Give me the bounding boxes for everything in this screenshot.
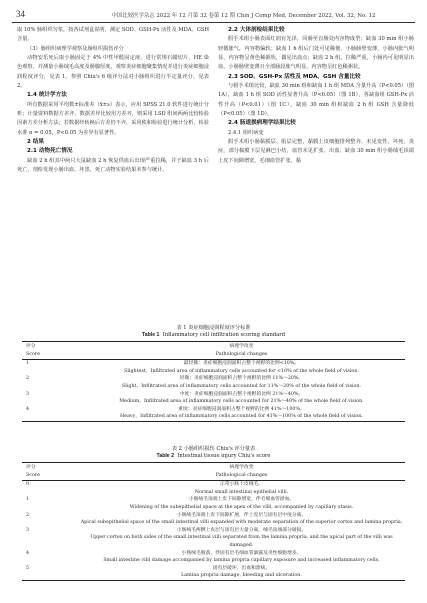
section-heading: 2.3 SOD、GSH-Px 活性及 MDA、GSH 含量比较 bbox=[228, 73, 361, 80]
changes-cn: 小肠绒毛顶端上皮下间隙扩展，伴上皮层与固有层中度分离。 bbox=[176, 512, 307, 518]
table-row bbox=[22, 512, 405, 527]
changes-cn: 小肠绒毛顶端上皮下间隙增宽，伴毛细血管淤血。 bbox=[188, 497, 295, 503]
changes-en: Apical subepithelial space of the small intestinal villi expanded with moderate separation of the superior cortex and lamina propria. bbox=[80, 520, 403, 526]
table-row bbox=[22, 550, 405, 565]
table2-header bbox=[22, 462, 405, 481]
changes-en: Upper cortex on both sides of the small intestinal villi separated from the lamina propria, and the apical part of the villi was damaged. bbox=[90, 535, 393, 548]
table2-title-en-text: Intestinal tissue injury Chiu's score bbox=[177, 453, 271, 459]
changes-en: Slightest，Infiltrated area of inflammatory cells accounted for <10% of the whole field of vision. bbox=[124, 368, 359, 374]
table-row bbox=[22, 527, 405, 550]
paragraph: 2.4.1 组织病变 bbox=[228, 129, 264, 136]
changes-cell bbox=[78, 391, 405, 406]
header-rule bbox=[12, 22, 415, 23]
table-row bbox=[22, 481, 405, 496]
journal-header: 中国比较医学杂志 2022 年 12 月第 32 卷第 12 期 Chin J Comp Med, December 2022, Vol. 32, No. 12 bbox=[111, 13, 376, 19]
section-heading: 1.4 统计学方法 bbox=[27, 92, 67, 99]
changes-cell bbox=[78, 512, 405, 527]
table1-title bbox=[0, 325, 427, 339]
table2-title bbox=[0, 446, 427, 460]
score-cell: 0 bbox=[26, 482, 30, 488]
page-number: 34 bbox=[16, 9, 25, 19]
table-row bbox=[22, 406, 405, 422]
table1-col-score: 评分 Score bbox=[26, 344, 40, 357]
score-cell: 3 bbox=[26, 527, 30, 533]
table1-title-en-text: Inflammatory cell infiltration scoring standard bbox=[162, 332, 286, 338]
score-cell: 5 bbox=[26, 565, 30, 571]
paragraph: 与假手术组比较，缺血 30 min 组和缺血 1 h 组 MDA 含量升高（P<0.05）（图 1A），缺血 1 h 组 SOD 活性显著升高（P<0.05）（图 1B），各缺血组 GSH-Px 活性升高（P<0.01）（图 1C），缺血 30 min 组和缺血 2 h 组 GSH 含量降低（P<0.05）（图 1D）。 bbox=[218, 83, 414, 118]
running-header bbox=[12, 9, 415, 21]
table2-label-en: Table 2 bbox=[156, 453, 175, 459]
changes-en: Small intestine villi damage accompanied by lamina propria capillary exposure and increased inflammatory cells. bbox=[103, 558, 380, 564]
table1-header bbox=[22, 341, 405, 360]
table-row bbox=[22, 360, 405, 375]
paragraph: 假手术组小肠表面红润有光泽，回肠至盲肠处内容物成型；缺血 30 min 组小肠轻微胀气，内容物偏软；缺血 1 h 组后门处可见稀便，小肠肠壁变薄，小肠内胀气明显，内容物呈黄色稀粥状，偶见出血点；缺血 2 h 组，拉稀严重，小肠内可见明显出血，小肠肠壁变薄且全部肠段胀气明显，内容物呈红色稀粥状。 bbox=[218, 36, 414, 71]
changes-cell bbox=[78, 565, 405, 580]
score-cell: 2 bbox=[26, 376, 30, 382]
changes-cell bbox=[78, 406, 405, 421]
table-row bbox=[22, 565, 405, 581]
table2-title-cn: 表 2 小肠组织损伤 Chiu's 评分量表 bbox=[171, 446, 256, 452]
score-cell: 4 bbox=[26, 406, 30, 412]
table2 bbox=[22, 462, 405, 581]
changes-cell bbox=[78, 375, 405, 390]
changes-cell bbox=[78, 360, 405, 375]
paragraph: 所有数据采用平均数±标准差（x̄±s）表示，应用 SPSS 21.0 软件进行统计分析；计量资料数据方差齐，数据差异比较用方差齐，则采用 LSD 组间两两比较检验因素方差分析方法；若数据经转换后方差仍不齐，采用秩和检验进行统计分析，检验水准 α = 0.05，P<0.05 为差异有显著性。 bbox=[17, 101, 209, 136]
left-column bbox=[17, 26, 209, 176]
paragraph: 假手术组小肠黏膜层、肌层完整，黏膜上皮细胞排列整齐，未见变性、坏死、炎症，部分黏膜下层见淋巴小结，血管未见扩张、出血；缺血 30 min 组小肠绒毛顶端上皮下间隙增宽，毛细血管扩张，黏 bbox=[218, 139, 414, 164]
changes-en: Heavy，Infiltrated area of inflammatory cells accounted for 41%～100% of the whole field of vision. bbox=[120, 414, 363, 420]
changes-en: Normal small intestinal epithelial villi. bbox=[194, 489, 289, 495]
changes-cn: 小肠绒毛两侧上皮层与固有层大量分离，绒毛顶端部分破损。 bbox=[176, 527, 307, 533]
changes-cn: 最轻微：炎症细胞浸润面积占整个视野的比例<10%。 bbox=[183, 361, 300, 367]
table1-title-cn: 表 1 炎症细胞浸润程度评分标准 bbox=[176, 325, 251, 331]
table1 bbox=[22, 341, 405, 422]
right-column bbox=[218, 26, 414, 166]
changes-cn: 正常小肠上皮绒毛。 bbox=[219, 482, 264, 488]
score-cell: 1 bbox=[26, 497, 30, 503]
paragraph: 缺血 2 h 组其中两只大鼠缺血 2 h 恢复供血后出现严重拉稀，并于缺血 3 h 后死亡，剖检发现小肠出血，坏黑，死亡动物实验结果未参与统计。 bbox=[17, 157, 209, 174]
changes-en: Lamina propria damage, bleeding and ulceration. bbox=[181, 573, 302, 579]
table2-col-score: 评分 Score bbox=[26, 465, 40, 478]
table-row bbox=[22, 391, 405, 406]
table1-body bbox=[22, 360, 405, 422]
table2-body bbox=[22, 481, 405, 581]
changes-cell bbox=[78, 550, 405, 565]
table1-label-en: Table 1 bbox=[141, 332, 160, 338]
score-cell: 2 bbox=[26, 512, 30, 518]
table2-col-changes: 病理学改变 Pathological changes bbox=[215, 465, 268, 478]
changes-en: Slight，Infiltrated area of inflammatory cells accounted for 11%～20% of the whole field of vision. bbox=[122, 383, 361, 389]
changes-cell bbox=[78, 527, 405, 550]
changes-en: Medium，Infiltrated area of inflammatory cells accounted for 21%～40% of the whole field of vision. bbox=[119, 399, 364, 405]
changes-cn: 重度：炎症细胞浸润面积占整个视野的比例 41%～100%。 bbox=[178, 406, 305, 412]
changes-cn: 小肠绒毛脱落，伴固有层毛细血管暴露及炎性细胞增多。 bbox=[181, 550, 302, 556]
paragraph: （3）肠组织病理学观察及肠组织损伤评分 bbox=[27, 45, 124, 52]
table-row bbox=[22, 375, 405, 390]
table-row bbox=[22, 496, 405, 511]
paragraph: 取 10% 肠组织匀浆，按各试剂盒说明，测定 SOD、GSH-Px 活性及 MDA、GSH 含量。 bbox=[17, 27, 209, 43]
changes-cn: 轻微：炎症细胞浸润面积占整个视野的比例 11%～20%。 bbox=[179, 376, 304, 382]
section-heading: 2.2 大体剖检结果比较 bbox=[228, 27, 285, 33]
score-cell: 3 bbox=[26, 391, 30, 397]
section-heading: 2 结果 bbox=[27, 139, 45, 146]
changes-cell bbox=[78, 481, 405, 496]
section-heading: 2.1 动物死亡情况 bbox=[27, 148, 73, 155]
score-cell: 1 bbox=[26, 361, 30, 367]
table1-title-en bbox=[0, 332, 427, 339]
section-heading: 2.4 肠道损病理学结果比较 bbox=[228, 120, 296, 127]
changes-cn: 固有层破坏，出血和溃疡。 bbox=[212, 565, 271, 571]
changes-cell bbox=[78, 496, 405, 511]
table1-col-changes: 病理学改变 Pathological changes bbox=[215, 344, 268, 357]
table2-title-en bbox=[0, 453, 427, 460]
changes-cn: 中度：炎症细胞浸润面积占整个视野的比例 21%～40%。 bbox=[179, 391, 304, 397]
score-cell: 4 bbox=[26, 550, 30, 556]
paragraph: 动物安乐死后取小肠固定于 4% 中性甲醛固定液，进行常规石蜡切片，HE 染色观察，并测量小肠绒毛高度及肠腺厚度，观察炎症细胞聚集情况并进行炎症细胞浸润程度评分，见表 1。参照 Chiu's 6 级评分法对小肠组织进行半定量评分，见表 2。 bbox=[17, 55, 209, 90]
changes-en: Widening of the subepithelial space at the apex of the villi, accompanied by capillary stasis. bbox=[129, 504, 354, 510]
